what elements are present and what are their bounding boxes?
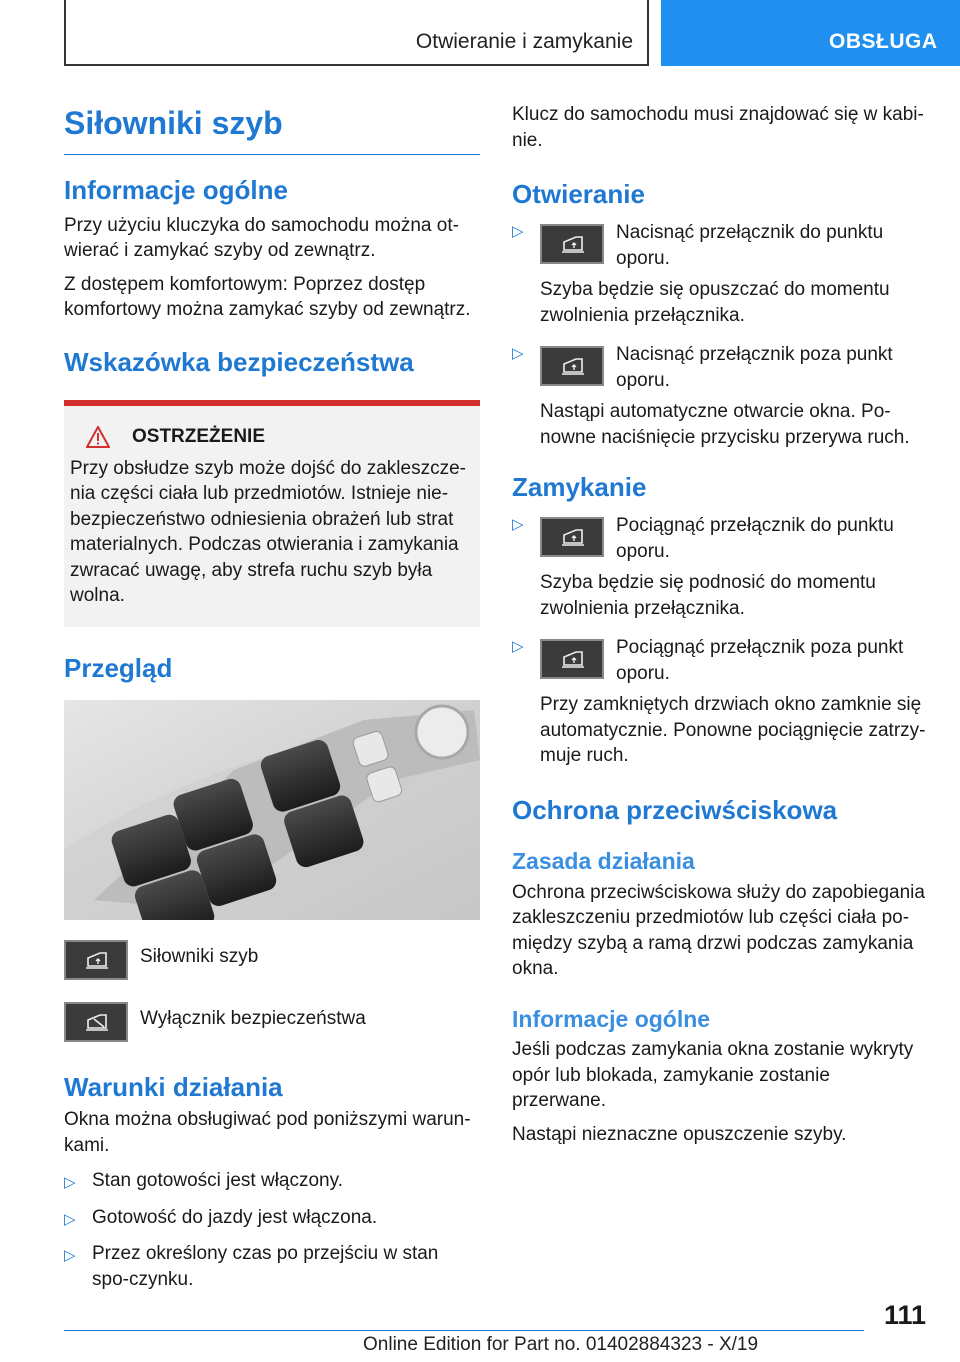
open-heading: Otwieranie	[512, 179, 645, 209]
step-result: Szyba będzie się opuszczać do momentu zwolnienia przełącznika.	[540, 279, 890, 326]
info-paragraph-1: Przy użyciu kluczyka do samochodu można ot-wierać i zamykać szyby od zewnątrz.	[64, 214, 459, 262]
list-item	[512, 513, 928, 621]
step-action: Pociągnąć przełącznik do punktu oporu.	[616, 515, 894, 562]
left-column	[64, 100, 480, 1301]
conditions-heading: Warunki działania	[64, 1071, 283, 1102]
key-in-cabin-note: Klucz do samochodu musi znajdować się w kabi-nie.	[512, 104, 924, 151]
legend-row	[64, 940, 480, 1002]
bullet-triangle-icon: ▷	[512, 345, 524, 363]
legend	[64, 940, 480, 1064]
step-result: Nastąpi automatyczne otwarcie okna. Po-nowne naciśnięcie przycisku przerywa ruch.	[540, 401, 910, 448]
pinch-protection-heading: Ochrona przeciwściskowa	[512, 794, 838, 825]
info-paragraph-2: Z dostępem komfortowym: Poprzez dostęp komfortowy można zamykać szyby od zewnątrz.	[64, 273, 471, 321]
window-switch-icon	[540, 517, 604, 557]
general-info-paragraph-2: Nastąpi nieznaczne opuszczenie szyby.	[512, 1123, 847, 1145]
legend-label: Siłowniki szyb	[140, 945, 259, 967]
open-steps	[512, 220, 928, 450]
window-switch-icon	[540, 224, 604, 264]
safety-heading: Wskazówka bezpieczeństwa	[64, 346, 414, 377]
overview-heading: Przegląd	[64, 652, 173, 683]
bullet-triangle-icon: ▷	[64, 1247, 76, 1265]
list-item: ▷ Przez określony czas po przejściu w stan spo-czynku.	[64, 1241, 480, 1292]
window-switch-icon	[540, 639, 604, 679]
warning-triangle-icon	[86, 426, 110, 448]
list-item: ▷ Stan gotowości jest włączony.	[64, 1168, 480, 1196]
list-item	[512, 342, 928, 450]
header-chapter-tab	[661, 0, 960, 66]
bullet-triangle-icon: ▷	[512, 223, 524, 241]
principle-heading: Zasada działania	[512, 848, 695, 875]
warning-header	[86, 426, 480, 448]
bullet-triangle-icon: ▷	[64, 1174, 76, 1192]
list-item	[512, 220, 928, 328]
close-steps	[512, 513, 928, 769]
conditions-list	[64, 1168, 480, 1292]
footer-divider	[64, 1330, 864, 1331]
bullet-triangle-icon: ▷	[512, 638, 524, 656]
page-title: Siłowniki szyb	[64, 104, 480, 155]
conditions-intro: Okna można obsługiwać pod poniższymi warun-kami.	[64, 1109, 471, 1156]
list-item: ▷ Gotowość do jazdy jest włączona.	[64, 1205, 480, 1233]
step-action: Nacisnąć przełącznik poza punkt oporu.	[616, 344, 893, 391]
general-info-paragraph-1: Jeśli podczas zamykania okna zostanie wykryty opór lub blokada, zamykanie zostanie przerwane.	[512, 1039, 914, 1112]
close-heading: Zamykanie	[512, 472, 647, 503]
list-item	[512, 635, 928, 769]
general-info-heading: Informacje ogólne	[512, 1005, 711, 1032]
window-switch-icon	[64, 940, 128, 980]
warning-text: Przy obsłudze szyb może dojść do zakleszcze-nia części ciała lub przedmiotów. Istnieje nie-bezpieczeństwo odniesienia obrażeń lub strat materialnych. Podczas otwierania i zamykania zwracać uwagę, aby strefa ruchu szyb była wolna.	[70, 457, 466, 607]
legend-row	[64, 1002, 480, 1064]
bullet-triangle-icon: ▷	[64, 1210, 76, 1228]
principle-text: Ochrona przeciwściskowa służy do zapobiegania zakleszczeniu przedmiotów lub części ciała po-między szybą a ramą drzwi podczas zamykania okna.	[512, 881, 925, 980]
header-chapter-label: OBSŁUGA	[829, 30, 938, 53]
header-section-box	[64, 0, 649, 66]
step-result: Przy zamkniętych drzwiach okno zamknie się automatycznie. Ponowne pociągnięcie zatrzy-muje ruch.	[540, 694, 926, 767]
window-switch-photo	[64, 700, 480, 920]
bullet-triangle-icon: ▷	[512, 516, 524, 534]
edition-note: Online Edition for Part no. 01402884323 - X/19	[363, 1334, 759, 1355]
warning-label: OSTRZEŻENIE	[132, 425, 266, 447]
step-result: Szyba będzie się podnosić do momentu zwolnienia przełącznika.	[540, 572, 876, 619]
page-number: 111	[884, 1300, 927, 1330]
legend-label: Wyłącznik bezpieczeństwa	[140, 1007, 366, 1029]
window-switch-icon	[540, 346, 604, 386]
info-heading: Informacje ogólne	[64, 175, 288, 206]
step-action: Pociągnąć przełącznik poza punkt oporu.	[616, 637, 904, 684]
warning-box	[64, 400, 480, 627]
safety-switch-icon	[64, 1002, 128, 1042]
header-section-title: Otwieranie i zamykanie	[415, 30, 633, 53]
right-column	[512, 100, 928, 1147]
step-action: Nacisnąć przełącznik do punktu oporu.	[616, 222, 884, 269]
